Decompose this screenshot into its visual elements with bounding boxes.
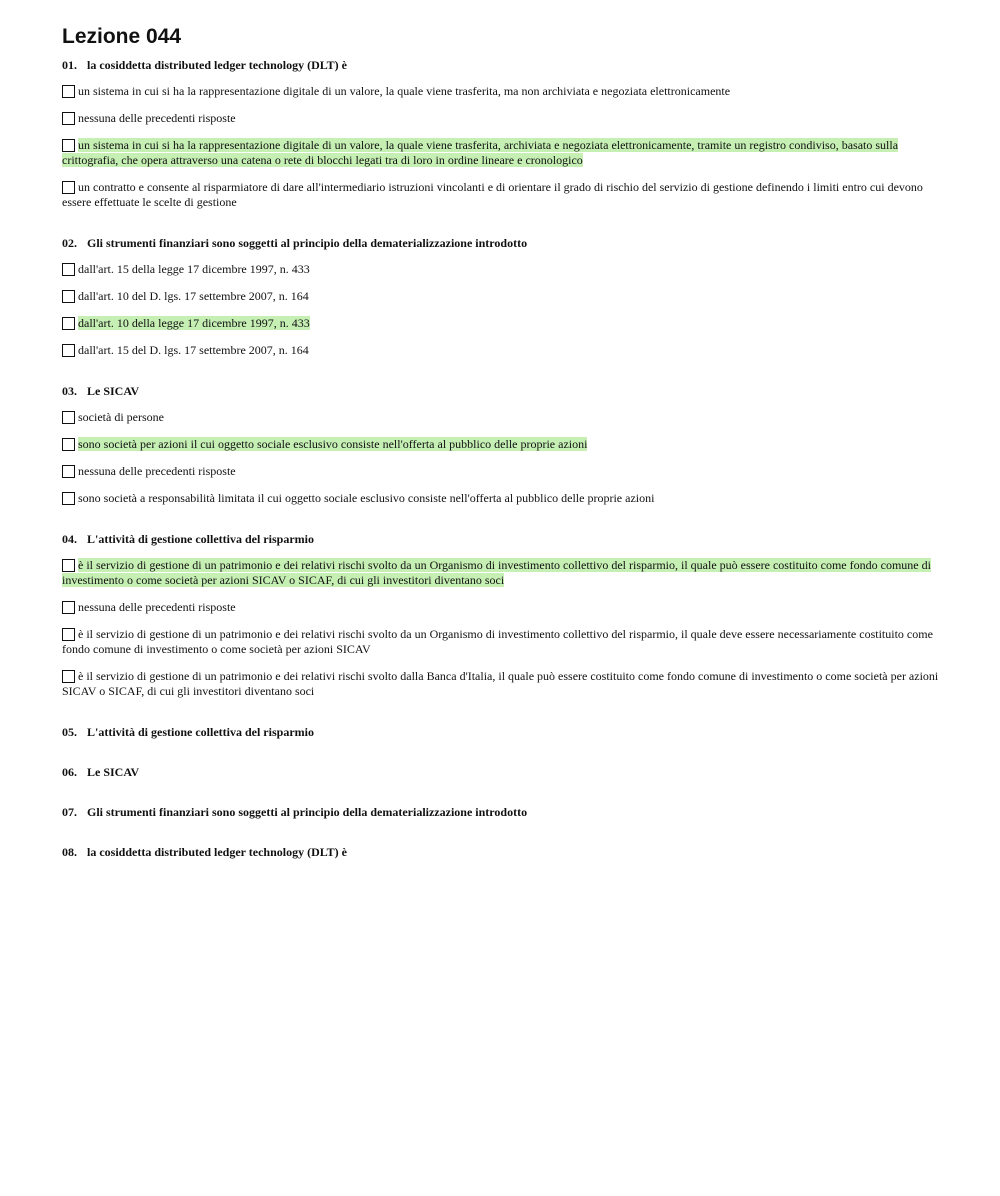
answer-text: è il servizio di gestione di un patrimonio e dei relativi rischi svolto da un Organismo di investimento collettivo del risparmio, il quale deve essere necessariamente costituito come fondo comune di investimento o come società per azioni SICAV bbox=[62, 627, 933, 656]
question-text: la cosiddetta distributed ledger technology (DLT) è bbox=[87, 58, 347, 72]
question-number: 01. bbox=[62, 58, 77, 72]
question-number: 07. bbox=[62, 805, 77, 819]
answer-checkbox[interactable] bbox=[62, 112, 75, 125]
answer-text-correct: sono società per azioni il cui oggetto sociale esclusivo consiste nell'offerta al pubblico delle proprie azioni bbox=[78, 437, 588, 451]
question-number: 06. bbox=[62, 765, 77, 779]
answer-option bbox=[62, 111, 940, 126]
question-block bbox=[62, 532, 940, 699]
question-number: 08. bbox=[62, 845, 77, 859]
answer-checkbox[interactable] bbox=[62, 465, 75, 478]
question-heading bbox=[62, 765, 940, 779]
question-text: la cosiddetta distributed ledger technology (DLT) è bbox=[87, 845, 347, 859]
answer-checkbox[interactable] bbox=[62, 139, 75, 152]
question-number: 04. bbox=[62, 532, 77, 546]
answer-text: nessuna delle precedenti risposte bbox=[78, 111, 236, 125]
question-block bbox=[62, 725, 940, 739]
question-heading bbox=[62, 58, 940, 72]
answer-text: è il servizio di gestione di un patrimonio e dei relativi rischi svolto dalla Banca d'Italia, il quale può essere costituito come fondo comune di investimento o come società per azioni SICAV o SICAF, di cui gli investitori diventano soci bbox=[62, 669, 939, 698]
answer-option bbox=[62, 262, 940, 277]
answer-option bbox=[62, 464, 940, 479]
answer-checkbox[interactable] bbox=[62, 290, 75, 303]
question-number: 05. bbox=[62, 725, 77, 739]
answer-text-correct: è il servizio di gestione di un patrimonio e dei relativi rischi svolto da un Organismo di investimento collettivo del risparmio, il quale può essere costituito come fondo comune di investimento o come società per azioni SICAV o SICAF, di cui gli investitori diventano soci bbox=[62, 558, 931, 587]
question-block bbox=[62, 845, 940, 859]
question-text: Le SICAV bbox=[87, 384, 140, 398]
answer-checkbox[interactable] bbox=[62, 438, 75, 451]
answer-checkbox[interactable] bbox=[62, 181, 75, 194]
answer-text: dall'art. 15 del D. lgs. 17 settembre 2007, n. 164 bbox=[78, 343, 309, 357]
answer-option bbox=[62, 343, 940, 358]
answer-option bbox=[62, 180, 940, 210]
answer-text-correct: un sistema in cui si ha la rappresentazione digitale di un valore, la quale viene trasferita, archiviata e negoziata elettronicamente, tramite un registro condiviso, basato sulla crittografia, che opera attraverso una catena o rete di blocchi legati tra di loro in ordine lineare e cronologico bbox=[62, 138, 899, 167]
question-text: Le SICAV bbox=[87, 765, 140, 779]
answer-text: dall'art. 15 della legge 17 dicembre 1997, n. 433 bbox=[78, 262, 310, 276]
answer-text: sono società a responsabilità limitata il cui oggetto sociale esclusivo consiste nell'offerta al pubblico delle proprie azioni bbox=[78, 491, 655, 505]
question-text: L'attività di gestione collettiva del risparmio bbox=[87, 725, 314, 739]
question-text: L'attività di gestione collettiva del risparmio bbox=[87, 532, 314, 546]
question-heading bbox=[62, 532, 940, 546]
question-heading bbox=[62, 845, 940, 859]
question-block bbox=[62, 236, 940, 358]
answer-option bbox=[62, 84, 940, 99]
answer-option bbox=[62, 558, 940, 588]
answer-text: dall'art. 10 del D. lgs. 17 settembre 2007, n. 164 bbox=[78, 289, 309, 303]
answer-option bbox=[62, 491, 940, 506]
answer-option bbox=[62, 316, 940, 331]
answer-checkbox[interactable] bbox=[62, 85, 75, 98]
answer-text: nessuna delle precedenti risposte bbox=[78, 600, 236, 614]
answer-checkbox[interactable] bbox=[62, 317, 75, 330]
answer-text: nessuna delle precedenti risposte bbox=[78, 464, 236, 478]
answer-option bbox=[62, 627, 940, 657]
answer-checkbox[interactable] bbox=[62, 344, 75, 357]
answer-checkbox[interactable] bbox=[62, 628, 75, 641]
answer-checkbox[interactable] bbox=[62, 559, 75, 572]
answer-checkbox[interactable] bbox=[62, 263, 75, 276]
quiz-page bbox=[62, 24, 940, 885]
answer-text: un contratto e consente al risparmiatore di dare all'intermediario istruzioni vincolanti e di orientare il grado di rischio del servizio di gestione definendo i limiti entro cui devono essere effettuate le scelte di gestione bbox=[62, 180, 923, 209]
question-text: Gli strumenti finanziari sono soggetti al principio della dematerializzazione introdotto bbox=[87, 236, 528, 250]
question-number: 02. bbox=[62, 236, 77, 250]
answer-checkbox[interactable] bbox=[62, 601, 75, 614]
answer-checkbox[interactable] bbox=[62, 492, 75, 505]
question-number: 03. bbox=[62, 384, 77, 398]
question-block bbox=[62, 765, 940, 779]
answer-text: società di persone bbox=[78, 410, 164, 424]
lesson-title: Lezione 044 bbox=[62, 25, 182, 48]
question-text: Gli strumenti finanziari sono soggetti al principio della dematerializzazione introdotto bbox=[87, 805, 528, 819]
question-heading bbox=[62, 236, 940, 250]
answer-option bbox=[62, 410, 940, 425]
answer-checkbox[interactable] bbox=[62, 411, 75, 424]
question-block bbox=[62, 384, 940, 506]
question-heading bbox=[62, 725, 940, 739]
question-block bbox=[62, 58, 940, 210]
question-heading bbox=[62, 805, 940, 819]
answer-text-correct: dall'art. 10 della legge 17 dicembre 1997, n. 433 bbox=[78, 316, 310, 330]
answer-option bbox=[62, 669, 940, 699]
answer-checkbox[interactable] bbox=[62, 670, 75, 683]
question-block bbox=[62, 805, 940, 819]
answer-option bbox=[62, 289, 940, 304]
answer-text: un sistema in cui si ha la rappresentazione digitale di un valore, la quale viene trasferita, ma non archiviata e negoziata elettronicamente bbox=[78, 84, 731, 98]
answer-option bbox=[62, 437, 940, 452]
question-list bbox=[62, 58, 940, 859]
answer-option bbox=[62, 138, 940, 168]
answer-option bbox=[62, 600, 940, 615]
question-heading bbox=[62, 384, 940, 398]
